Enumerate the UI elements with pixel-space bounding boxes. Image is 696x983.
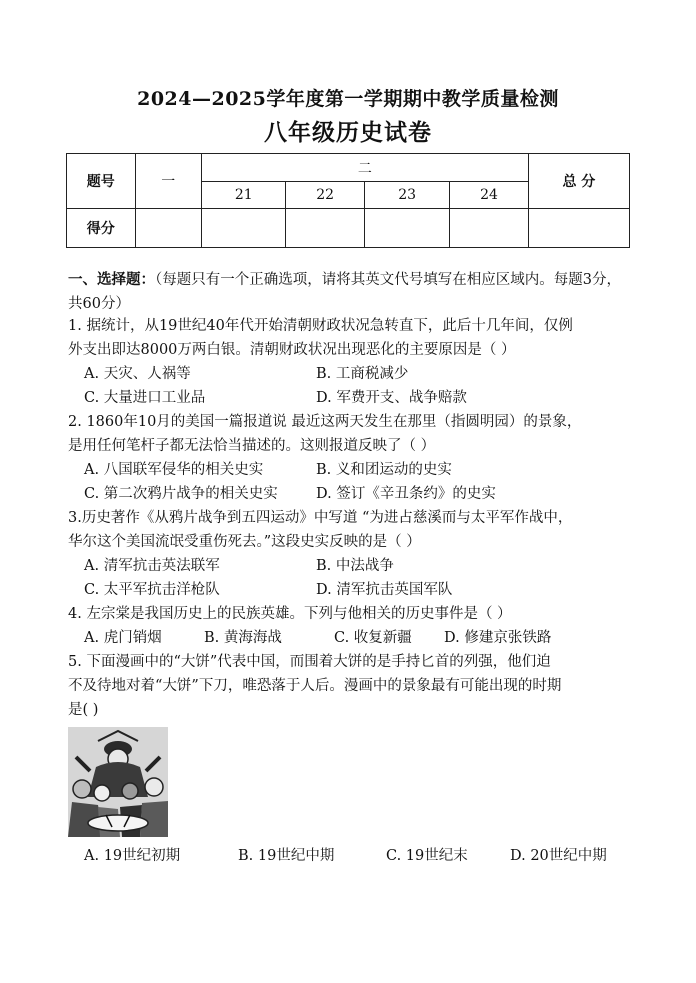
question-1-option-c[interactable]: C. 大量进口工业品 bbox=[84, 390, 206, 406]
question-1-option-b[interactable]: B. 工商税减少 bbox=[316, 366, 409, 382]
question-5-option-a[interactable]: A. 19世纪初期 bbox=[84, 848, 181, 864]
score-table-sub-col: 21 bbox=[202, 182, 286, 209]
question-1-option-d[interactable]: D. 军费开支、战争赔款 bbox=[316, 390, 467, 406]
score-table-header-label: 题号 bbox=[67, 154, 136, 209]
question-2-option-c[interactable]: C. 第二次鸦片战争的相关史实 bbox=[84, 486, 278, 502]
score-cell[interactable] bbox=[450, 209, 528, 248]
score-table-total: 总 分 bbox=[528, 154, 629, 209]
question-5-line: 是( ) bbox=[68, 702, 99, 718]
score-cell[interactable] bbox=[135, 209, 202, 248]
section-instruction: （每题只有一个正确选项，请将其英文代号填写在相应区域内。每题3分，共60分） bbox=[68, 272, 621, 312]
question-3-option-b[interactable]: B. 中法战争 bbox=[316, 558, 394, 574]
score-cell[interactable] bbox=[202, 209, 286, 248]
score-table-sub-col: 22 bbox=[286, 182, 364, 209]
question-4-option-b[interactable]: B. 黄海海战 bbox=[204, 630, 282, 646]
section-header bbox=[68, 268, 634, 316]
question-1-line: 外支出即达8000万两白银。清朝财政状况出现恶化的主要原因是（ ） bbox=[68, 342, 516, 358]
cartoon-illustration-icon bbox=[68, 727, 168, 837]
question-2-line: 2. 1860年10月的美国一篇报道说 最近这两天发生在那里（指圆明园）的景象， bbox=[68, 414, 582, 430]
score-table-col-one: 一 bbox=[135, 154, 202, 209]
question-3-option-a[interactable]: A. 清军抗击英法联军 bbox=[84, 558, 220, 574]
question-5-option-c[interactable]: C. 19世纪末 bbox=[386, 848, 468, 864]
question-5-line: 5. 下面漫画中的“大饼”代表中国，而围着大饼的是手持匕首的列强，他们迫 bbox=[68, 654, 551, 670]
question-2-option-d[interactable]: D. 签订《辛丑条约》的史实 bbox=[316, 486, 496, 502]
question-5-option-b[interactable]: B. 19世纪中期 bbox=[238, 848, 335, 864]
score-cell[interactable] bbox=[528, 209, 629, 248]
exam-title-term: 2024—2025学年度第一学期期中教学质量检测 bbox=[137, 88, 559, 110]
score-table-sub-col: 23 bbox=[364, 182, 449, 209]
political-cartoon-image bbox=[68, 727, 168, 837]
score-table-sub-col: 24 bbox=[450, 182, 528, 209]
question-2-option-b[interactable]: B. 义和团运动的史实 bbox=[316, 462, 452, 478]
question-1-line: 1. 据统计，从19世纪40年代开始清朝财政状况急转直下，此后十几年间，仅例 bbox=[68, 318, 573, 334]
question-4-option-c[interactable]: C. 收复新疆 bbox=[334, 630, 412, 646]
section-title: 一、选择题： bbox=[68, 271, 155, 288]
question-3-line: 3.历史著作《从鸦片战争到五四运动》中写道 “为进占慈溪而与太平军作战中， bbox=[68, 510, 573, 526]
question-3-line: 华尔这个美国流氓受重伤死去。”这段史实反映的是（ ） bbox=[68, 534, 421, 550]
exam-title-subject: 八年级历史试卷 bbox=[264, 119, 432, 146]
score-cell[interactable] bbox=[286, 209, 364, 248]
question-3-option-c[interactable]: C. 太平军抗击洋枪队 bbox=[84, 582, 220, 598]
question-3-option-d[interactable]: D. 清军抗击英国军队 bbox=[316, 582, 453, 598]
question-2-line: 是用任何笔杆子都无法恰当描述的。这则报道反映了（ ） bbox=[68, 438, 436, 454]
score-table-score-label: 得分 bbox=[67, 209, 136, 248]
question-4-option-d[interactable]: D. 修建京张铁路 bbox=[444, 630, 552, 646]
question-4-line: 4. 左宗棠是我国历史上的民族英雄。下列与他相关的历史事件是（ ） bbox=[68, 606, 512, 622]
question-5-line: 不及待地对着“大饼”下刀，唯恐落于人后。漫画中的景象最有可能出现的时期 bbox=[68, 678, 562, 694]
question-2-option-a[interactable]: A. 八国联军侵华的相关史实 bbox=[84, 462, 264, 478]
question-5-option-d[interactable]: D. 20世纪中期 bbox=[510, 848, 607, 864]
score-table bbox=[66, 153, 630, 248]
score-cell[interactable] bbox=[364, 209, 449, 248]
question-4-option-a[interactable]: A. 虎门销烟 bbox=[84, 630, 162, 646]
question-1-option-a[interactable]: A. 天灾、人祸等 bbox=[84, 366, 191, 382]
score-table-col-two: 二 bbox=[202, 154, 529, 182]
